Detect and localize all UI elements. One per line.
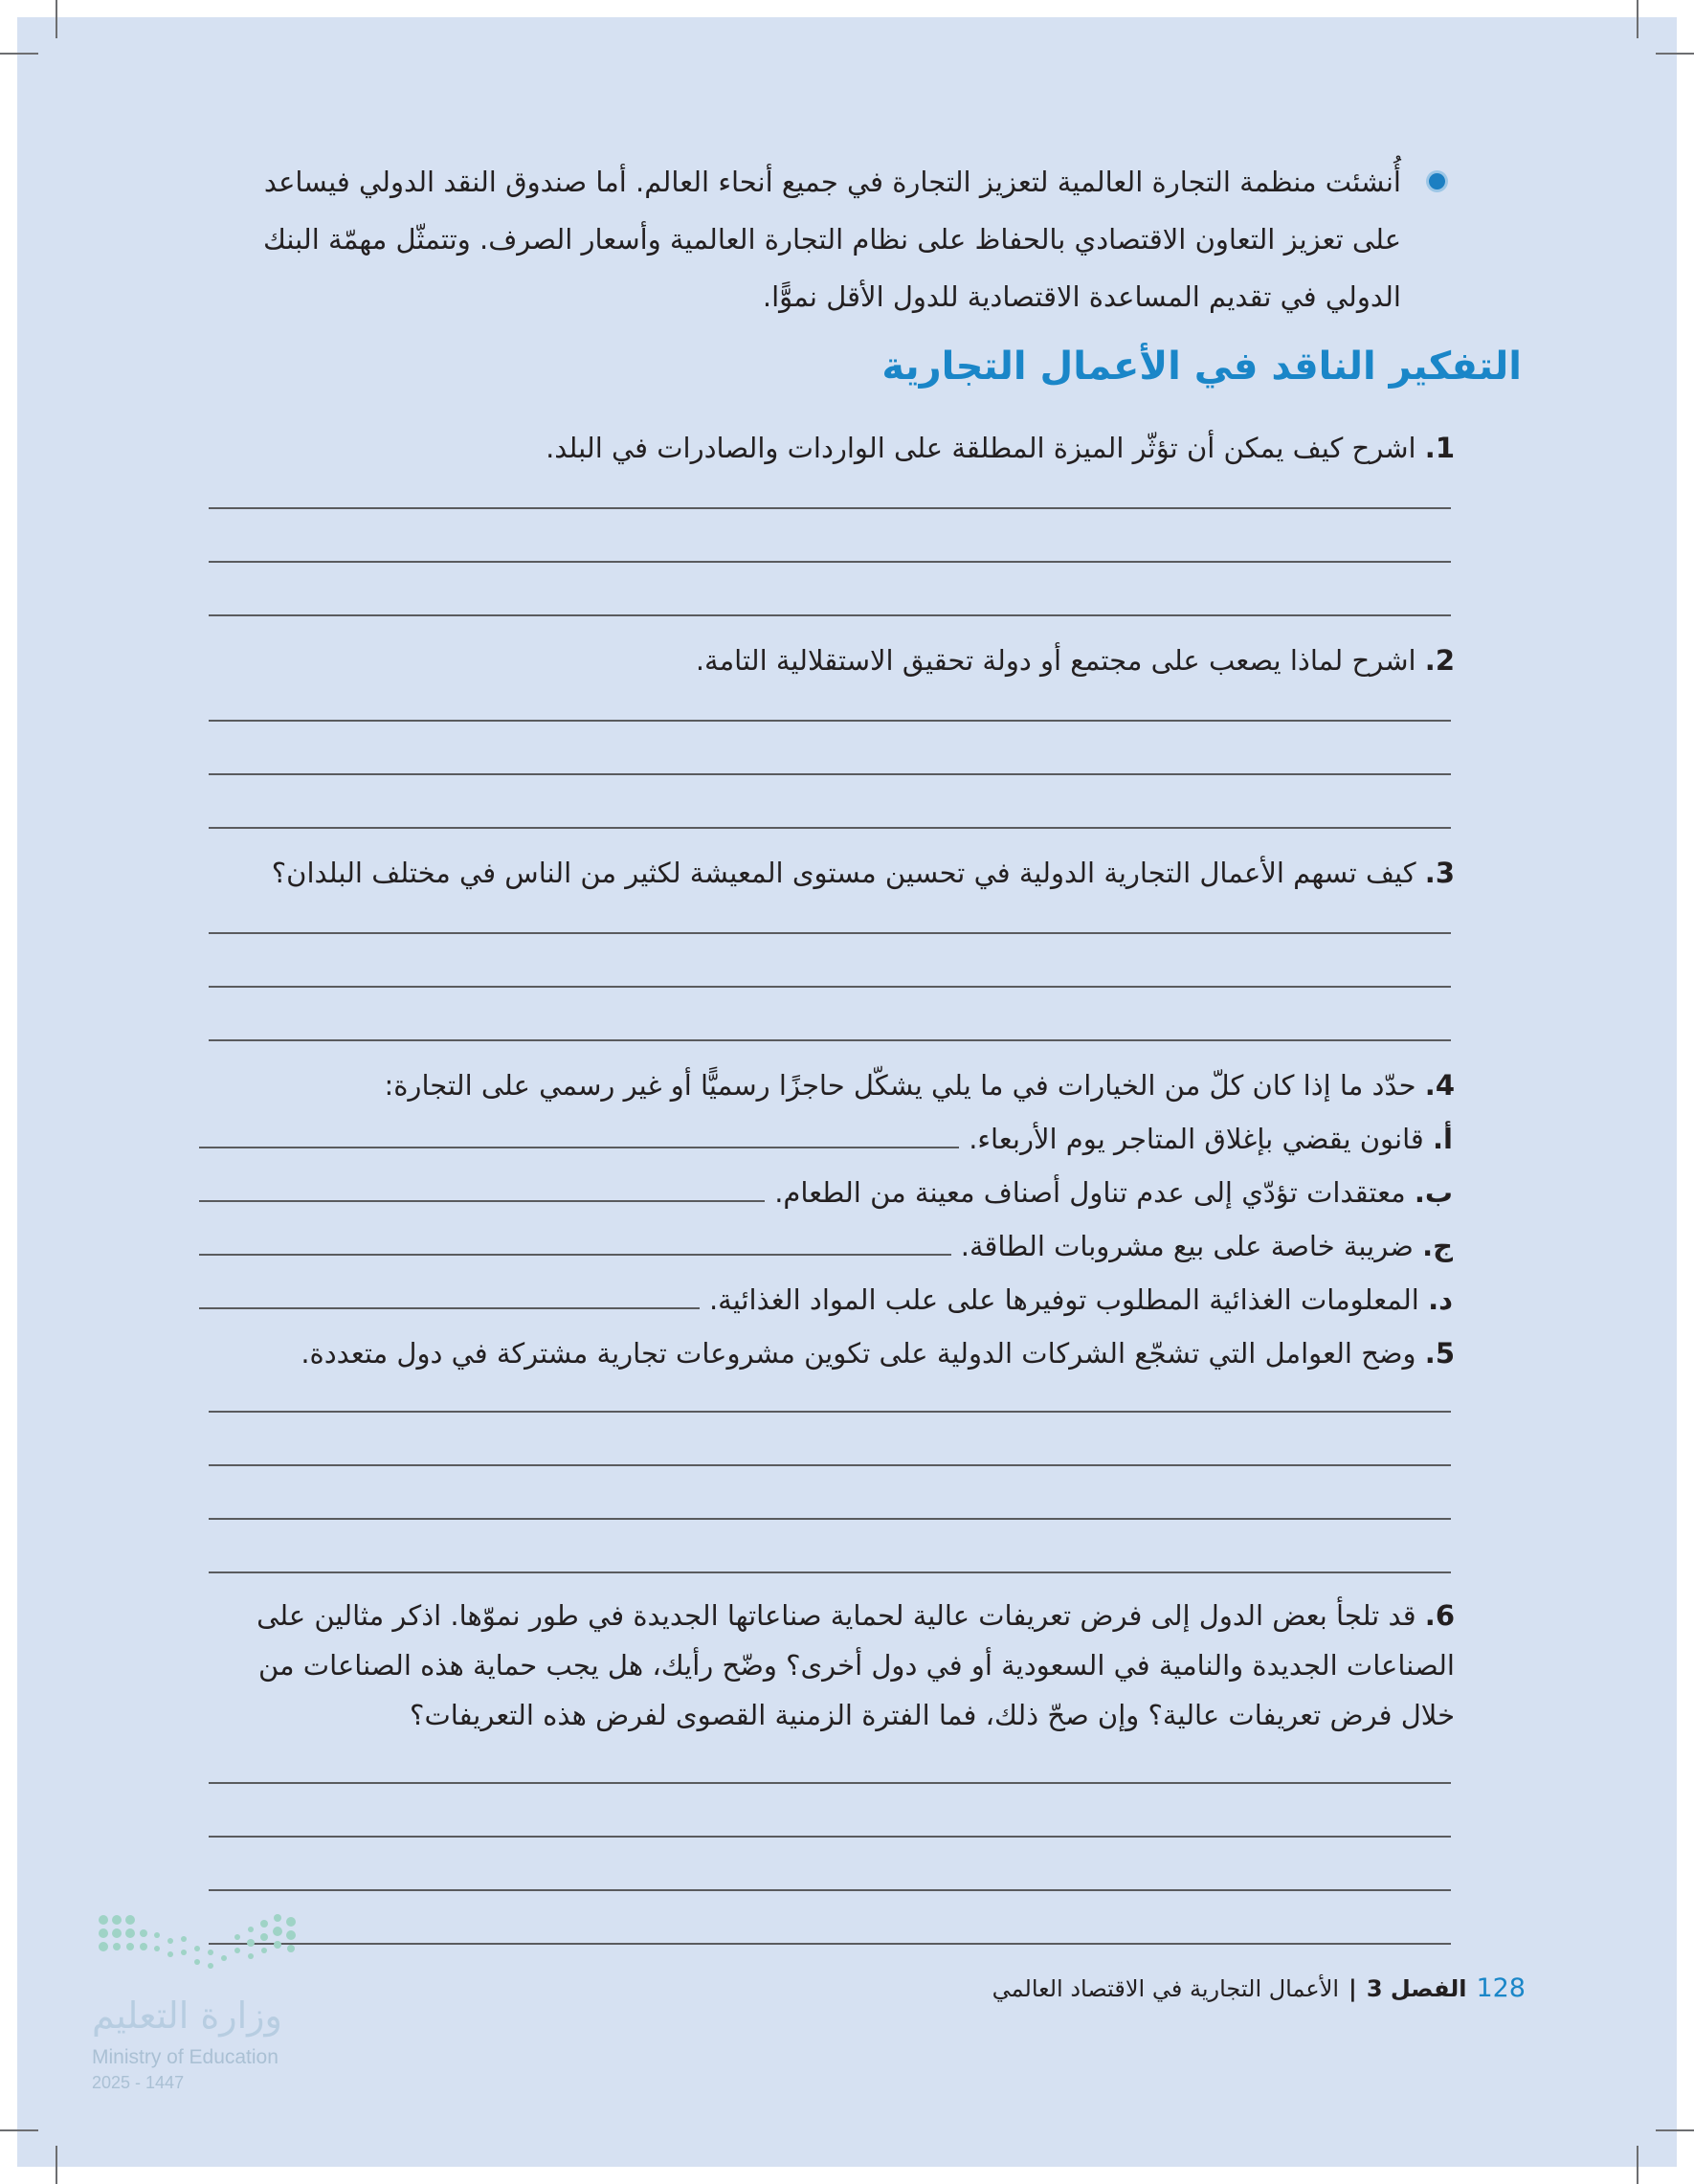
sub-letter: ب. bbox=[1414, 1176, 1453, 1209]
answer-line[interactable] bbox=[209, 986, 1451, 988]
sub-item-d bbox=[199, 1273, 1453, 1326]
crop-mark bbox=[56, 2146, 57, 2184]
question-3 bbox=[201, 846, 1455, 900]
sub-text: قانون يقضي بإغلاق المتاجر يوم الأربعاء. bbox=[969, 1123, 1424, 1155]
answer-line[interactable] bbox=[209, 1464, 1451, 1466]
sub-item-b bbox=[199, 1166, 1453, 1219]
answer-line[interactable] bbox=[199, 1306, 700, 1309]
logo-english: Ministry of Education bbox=[92, 2046, 279, 2068]
question-6 bbox=[201, 1591, 1455, 1740]
question-text: حدّد ما إذا كان كلّ من الخيارات في ما يلي يشكّل حاجزًا رسميًّا أو غير رسمي على التجارة: bbox=[384, 1069, 1416, 1102]
answer-line[interactable] bbox=[209, 720, 1451, 722]
page-footer bbox=[992, 1973, 1526, 2003]
crop-mark bbox=[1637, 2146, 1638, 2184]
question-text: كيف تسهم الأعمال التجارية الدولية في تحسين مستوى المعيشة لكثير من الناس في مختلف البلدان؟ bbox=[271, 857, 1416, 889]
question-5 bbox=[201, 1326, 1455, 1380]
answer-line[interactable] bbox=[209, 1782, 1451, 1784]
crop-mark bbox=[1656, 2129, 1694, 2131]
sub-letter: أ. bbox=[1433, 1123, 1453, 1155]
intro-paragraph bbox=[239, 153, 1447, 325]
answer-line[interactable] bbox=[199, 1253, 951, 1256]
ministry-logo bbox=[92, 1910, 322, 2102]
sub-letter: ج. bbox=[1422, 1230, 1453, 1262]
crop-mark bbox=[1637, 0, 1638, 38]
answer-line[interactable] bbox=[209, 932, 1451, 934]
answer-line[interactable] bbox=[209, 1943, 1451, 1945]
footer-separator: | bbox=[1349, 1975, 1357, 2002]
question-number: 5. bbox=[1424, 1337, 1455, 1370]
answer-line[interactable] bbox=[209, 1039, 1451, 1041]
question-text: قد تلجأ بعض الدول إلى فرض تعريفات عالية لحماية صناعاتها الجديدة في طور نموّها. اذكر مثالين على الصناعات الجديدة والنامية في السعودية أو في دول أخرى؟ وضّح رأيك، هل يجب حماية هذه الصناعات من خلال فرض تعريفات عالية؟ وإن صحّ ذلك، فما الفترة الزمنية القصوى لفرض هذه التعريفات؟ bbox=[256, 1599, 1455, 1731]
answer-line[interactable] bbox=[209, 827, 1451, 829]
answer-line[interactable] bbox=[209, 773, 1451, 775]
section-title: التفكير الناقد في الأعمال التجارية bbox=[881, 345, 1522, 389]
question-number: 1. bbox=[1424, 432, 1455, 464]
answer-line[interactable] bbox=[209, 561, 1451, 563]
crop-mark bbox=[1656, 53, 1694, 55]
answer-line[interactable] bbox=[199, 1146, 959, 1148]
sub-letter: د. bbox=[1428, 1283, 1453, 1316]
answer-line[interactable] bbox=[209, 1411, 1451, 1413]
question-number: 4. bbox=[1424, 1069, 1455, 1102]
question-number: 3. bbox=[1424, 857, 1455, 889]
sub-text: ضريبة خاصة على بيع مشروبات الطاقة. bbox=[960, 1230, 1414, 1262]
sub-text: معتقدات تؤدّي إلى عدم تناول أصناف معينة من الطعام. bbox=[774, 1176, 1406, 1209]
answer-line[interactable] bbox=[209, 1571, 1451, 1573]
answer-line[interactable] bbox=[209, 1518, 1451, 1520]
question-text: اشرح لماذا يصعب على مجتمع أو دولة تحقيق الاستقلالية التامة. bbox=[695, 644, 1416, 677]
sub-text: المعلومات الغذائية المطلوب توفيرها على علب المواد الغذائية. bbox=[708, 1283, 1419, 1316]
answer-line[interactable] bbox=[199, 1199, 765, 1202]
logo-arabic: وزارة التعليم bbox=[92, 1995, 282, 2037]
crop-mark bbox=[0, 2129, 38, 2131]
question-text: اشرح كيف يمكن أن تؤثّر الميزة المطلقة على الواردات والصادرات في البلد. bbox=[546, 432, 1416, 464]
intro-text: أُنشئت منظمة التجارة العالمية لتعزيز التجارة في جميع أنحاء العالم. أما صندوق النقد الدولي فيساعد على تعزيز التعاون الاقتصادي بالحفاظ على نظام التجارة العالمية وأسعار الصرف. وتتمثّل مهمّة البنك الدولي في تقديم المساعدة الاقتصادية للدول الأقل نموًّا. bbox=[262, 166, 1401, 313]
crop-mark bbox=[0, 53, 38, 55]
question-4 bbox=[201, 1059, 1455, 1112]
sub-item-a bbox=[199, 1112, 1453, 1166]
answer-line[interactable] bbox=[209, 507, 1451, 509]
logo-dots-icon bbox=[92, 1910, 312, 1987]
chapter-label: الفصل 3 bbox=[1366, 1975, 1467, 2002]
logo-year: 2025 - 1447 bbox=[92, 2073, 185, 2092]
question-2 bbox=[201, 634, 1455, 687]
question-number: 6. bbox=[1424, 1599, 1455, 1632]
question-text: وضح العوامل التي تشجّع الشركات الدولية على تكوين مشروعات تجارية مشتركة في دول متعددة. bbox=[301, 1337, 1416, 1370]
question-1 bbox=[201, 421, 1455, 475]
chapter-title: الأعمال التجارية في الاقتصاد العالمي bbox=[992, 1975, 1340, 2002]
sub-item-c bbox=[199, 1219, 1453, 1273]
page-number: 128 bbox=[1476, 1973, 1526, 2003]
answer-line[interactable] bbox=[209, 614, 1451, 616]
question-number: 2. bbox=[1424, 644, 1455, 677]
answer-line[interactable] bbox=[209, 1889, 1451, 1891]
crop-mark bbox=[56, 0, 57, 38]
answer-line[interactable] bbox=[209, 1836, 1451, 1838]
